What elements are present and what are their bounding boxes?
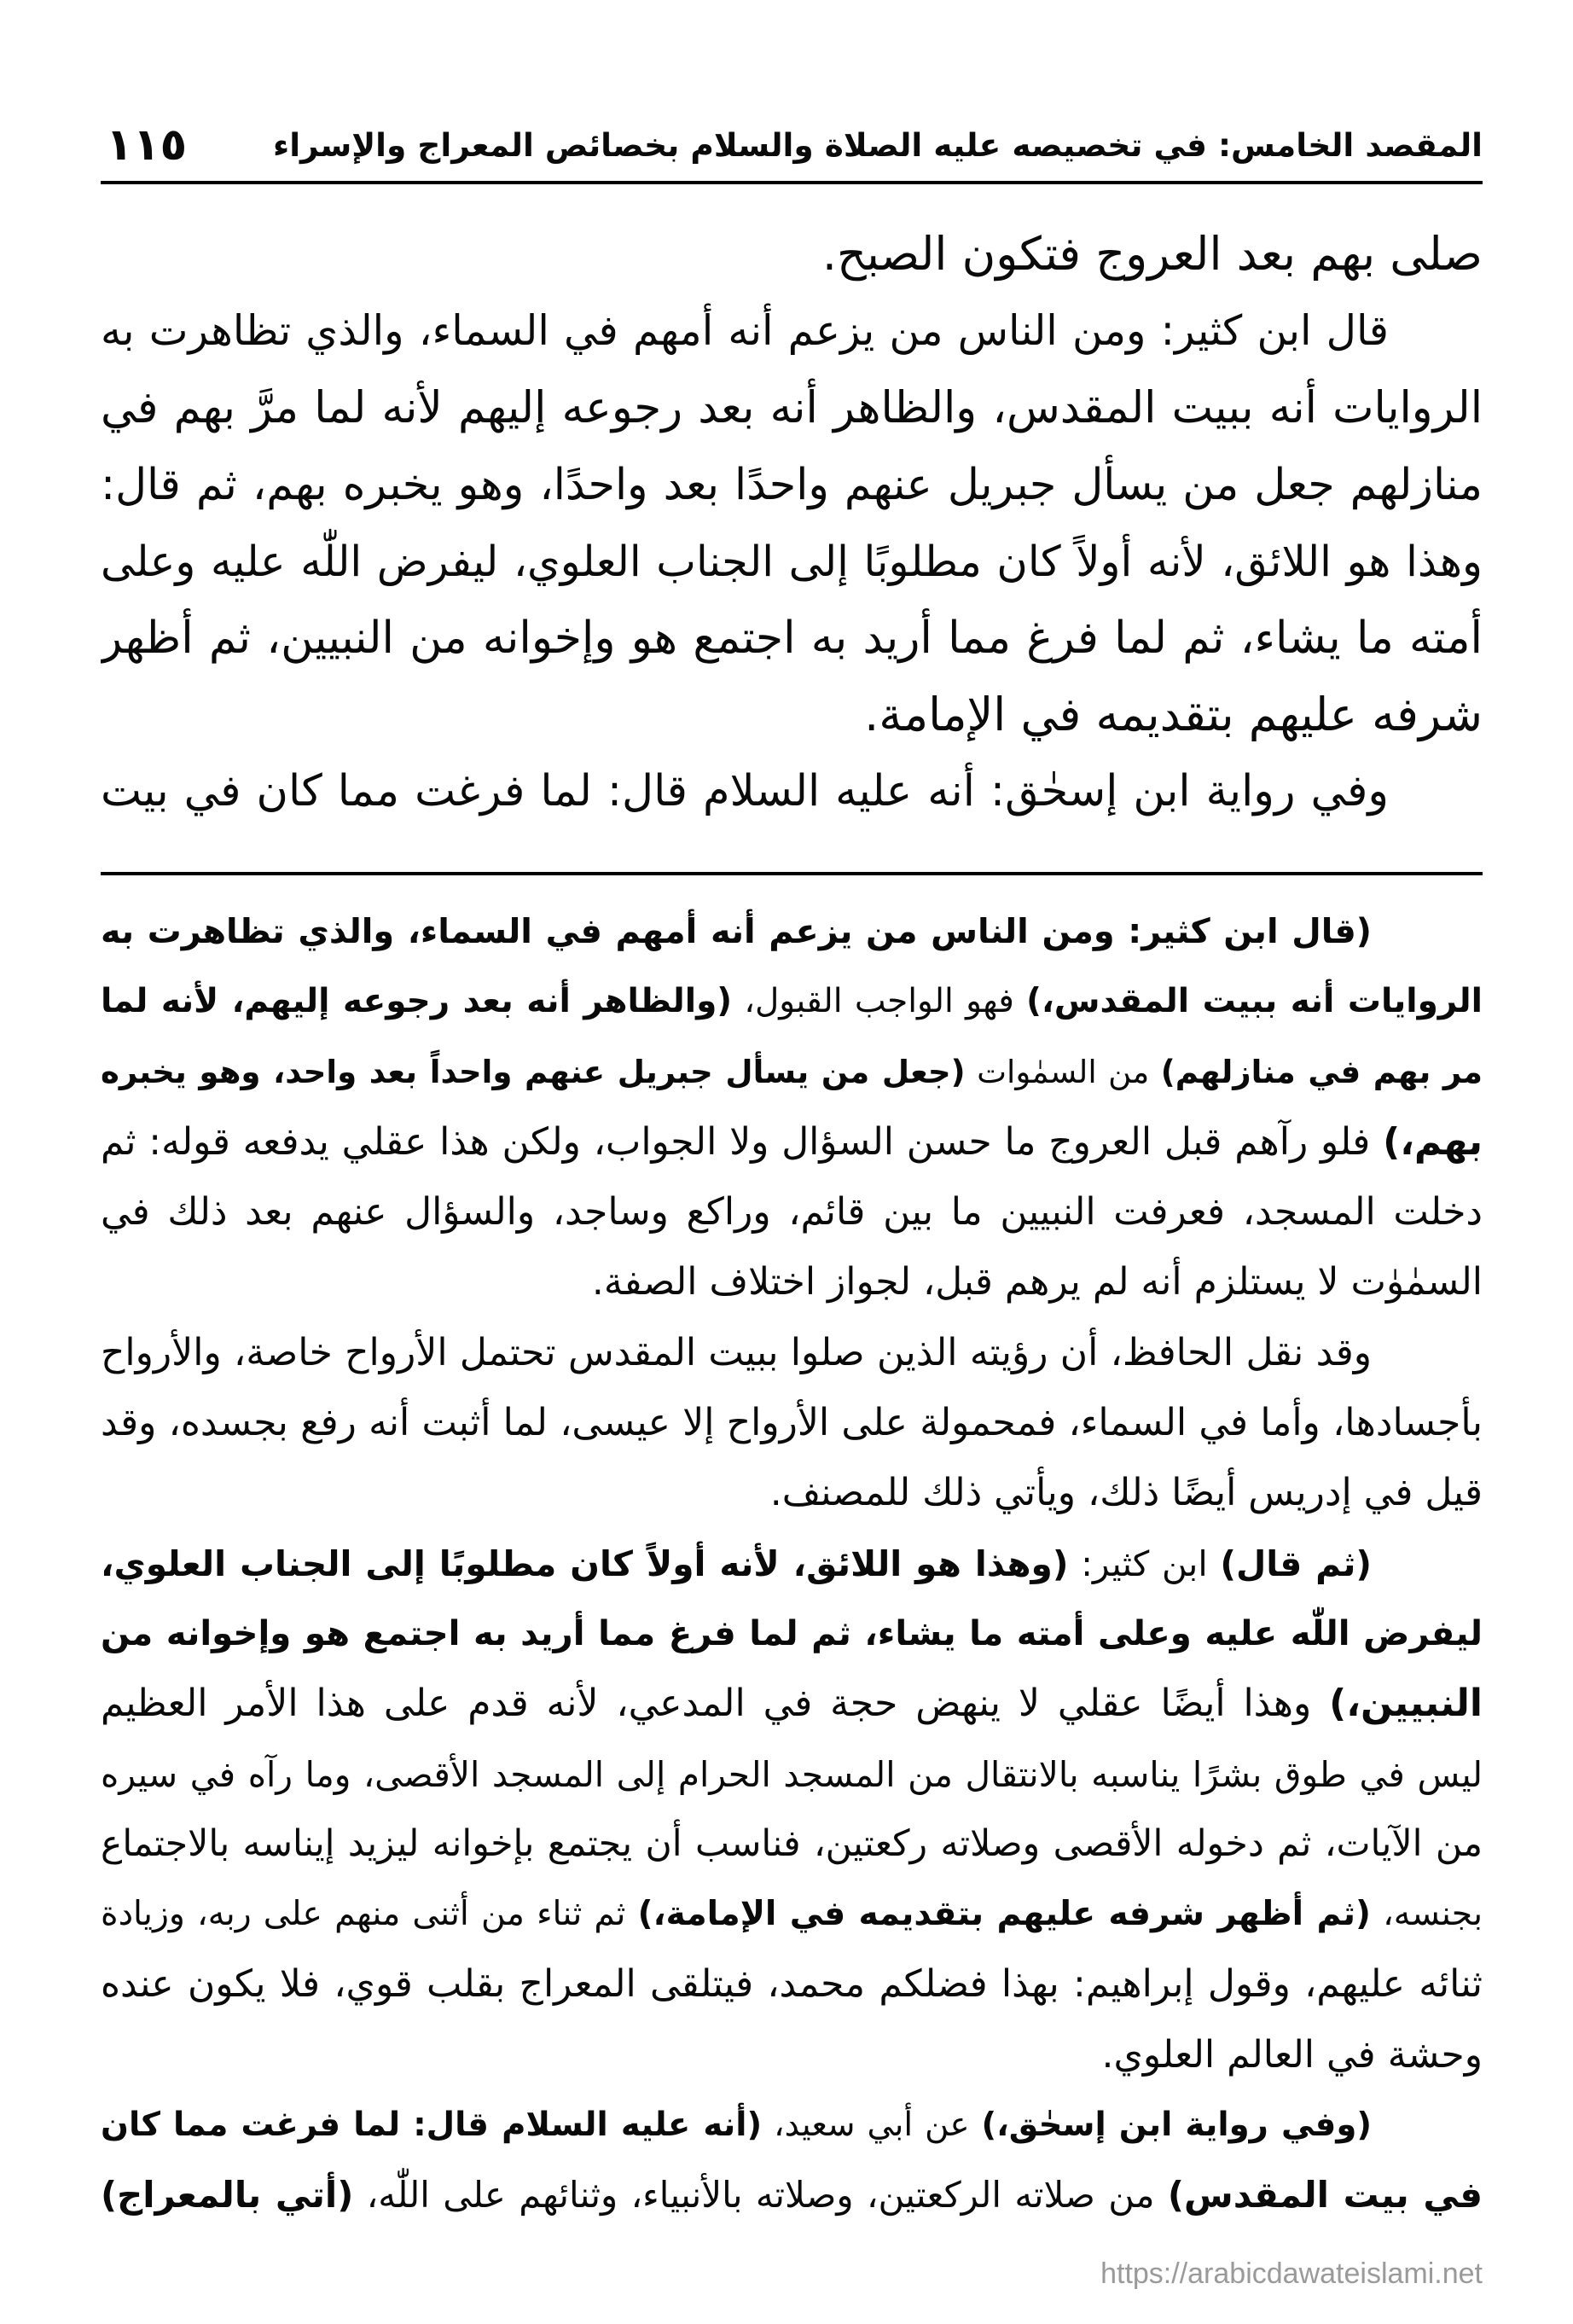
text-line: صلى بهم بعد العروج فتكون الصبح.	[821, 227, 1483, 281]
text-line	[101, 1669, 1483, 1739]
text-run: من الآيات، ثم دخوله الأقصى وصلاته ركعتين، فناسب أن يجتمع بإخوانه ليزيد إيناسه بالاجتماع	[101, 1822, 1483, 1865]
text-run: وهذا أيضًا عقلي لا ينهض حجة في المدعي، لأنه قدم على هذا الأمر العظيم	[101, 1682, 1312, 1726]
text-line	[101, 1529, 1483, 1599]
text-line	[101, 967, 1483, 1037]
text-line	[101, 2090, 1483, 2160]
commentary-paragraph	[101, 1529, 1483, 2090]
quoted-text-run: (ثم أظهر شرفه عليهم بتقديمه في الإمامة،)	[637, 1895, 1371, 1934]
commentary-paragraph	[101, 2090, 1483, 2231]
quoted-text-run: مر بهم في منازلهم)	[1160, 1053, 1483, 1090]
quoted-text-run: (جعل من يسأل جبريل عنهم واحداً بعد واحد، وهو يخبره	[101, 1053, 966, 1090]
page-number: ١١٥	[106, 119, 188, 171]
text-run: فهو الواجب القبول،	[732, 982, 1027, 1021]
text-line: أمته ما يشاء، ثم لما فرغ مما أريد به اجتمع هو وإخوانه من النبيين، ثم أظهر	[101, 613, 1483, 664]
text-run: بأجسادها، وأما في السماء، فمحمولة على الأرواح إلا عيسى، لما أثبت أنه رفع بجسده، وقد	[101, 1401, 1483, 1445]
text-run: فلو رآهم قبل العروج ما حسن السؤال ولا الجواب، ولكن هذا عقلي يدفعه قوله: ثم	[101, 1119, 1384, 1164]
text-line	[101, 1880, 1483, 1949]
main-text-block	[101, 216, 1483, 830]
text-run: ابن كثير:	[1068, 1543, 1221, 1584]
header-title: المقصد الخامس: في تخصيصه عليه الصلاة والسلام بخصائص المعراج والإسراء	[273, 126, 1483, 164]
text-line: شرفه عليهم بتقديمه في الإمامة.	[864, 688, 1483, 741]
text-run: وقد نقل الحافظ، أن رؤيته الذين صلوا ببيت المقدس تحتمل الأرواح خاصة، والأرواح	[101, 1330, 1372, 1374]
commentary-paragraph	[101, 897, 1483, 1318]
text-line	[101, 2160, 1483, 2230]
quoted-text-run: (وهذا هو اللائق، لأنه أولاً كان مطلوبًا إلى الجناب العلوي،	[101, 1543, 1069, 1584]
text-run: ثم ثناء من أثنى منهم على ربه، وزيادة	[101, 1895, 638, 1934]
quoted-text-run: (أتي بالمعراج)	[101, 2174, 354, 2217]
main-paragraph	[101, 753, 1483, 830]
text-line: قال ابن كثير: ومن الناس من يزعم أنه أمهم في السماء، والذي تظاهرت به	[101, 307, 1389, 355]
main-paragraph	[101, 216, 1483, 293]
text-line	[101, 1247, 1483, 1317]
text-line	[101, 1740, 1483, 1810]
text-line	[101, 897, 1483, 967]
text-line: منازلهم جعل من يسأل جبريل عنهم واحدًا بعد واحدًا، وهو يخبره بهم، ثم قال:	[101, 459, 1483, 509]
text-line	[101, 1037, 1483, 1107]
commentary-paragraph	[101, 1318, 1483, 1529]
text-line	[101, 1458, 1483, 1528]
watermark-url: https://arabicdawateislami.net	[1100, 2257, 1483, 2290]
text-run: دخلت المسجد، فعرفت النبيين ما بين قائم، وراكع وساجد، والسؤال عنهم بعد ذلك في	[101, 1190, 1483, 1235]
quoted-text-run: النبيين،)	[1329, 1682, 1483, 1726]
text-line	[101, 2020, 1483, 2090]
text-run: من صلاته الركعتين، وصلاته بالأنبياء، وثنائهم على اللّٰه،	[353, 2174, 1168, 2217]
text-run: وحشة في العالم العلوي.	[1101, 2032, 1483, 2077]
text-line: وفي رواية ابن إسحٰق: أنه عليه السلام قال: لما فرغت مما كان في بيت	[101, 766, 1389, 816]
text-line	[101, 1318, 1483, 1388]
quoted-text-run: في بيت المقدس)	[1167, 2174, 1483, 2217]
text-run: بجنسه،	[1370, 1895, 1483, 1934]
quoted-text-run: بهم،)	[1383, 1119, 1483, 1164]
quoted-text-run: الروايات أنه ببيت المقدس،)	[1026, 982, 1483, 1021]
text-line	[101, 1949, 1483, 2019]
text-line: وهذا هو اللائق، لأنه أولاً كان مطلوبًا إلى الجناب العلوي، ليفرض اللّٰه عليه وعلى	[101, 537, 1483, 586]
main-paragraph	[101, 293, 1483, 753]
text-line	[101, 1107, 1483, 1177]
running-header	[101, 109, 1483, 184]
text-run: قيل في إدريس أيضًا ذلك، ويأتي ذلك للمصنف.	[769, 1471, 1483, 1515]
quoted-text-run: ليفرض اللّٰه عليه وعلى أمته ما يشاء، ثم لما فرغ مما أريد به اجتمع هو وإخوانه من	[101, 1612, 1483, 1653]
quoted-text-run: (وفي رواية ابن إسحٰق،)	[981, 2106, 1372, 2145]
footnote-separator-rule	[101, 872, 1483, 875]
text-run: عن أبي سعيد،	[762, 2106, 982, 2145]
text-line	[101, 1388, 1483, 1458]
text-line	[101, 1599, 1483, 1669]
text-run: السمٰوٰت لا يستلزم أنه لم يرهم قبل، لجواز اختلاف الصفة.	[591, 1260, 1483, 1304]
text-run: من السمٰوات	[965, 1053, 1161, 1090]
text-line	[101, 1810, 1483, 1880]
text-run: ليس في طوق بشرًا يناسبه بالانتقال من المسجد الحرام إلى المسجد الأقصى، وما رآه في سيره	[101, 1753, 1483, 1795]
quoted-text-run: (والظاهر أنه بعد رجوعه إليهم، لأنه لما	[101, 982, 733, 1021]
quoted-text-run: (ثم قال)	[1220, 1543, 1372, 1584]
quoted-text-run: (قال ابن كثير: ومن الناس من يزعم أنه أمهم في السماء، والذي تظاهرت به	[101, 912, 1372, 951]
text-line: الروايات أنه ببيت المقدس، والظاهر أنه بعد رجوعه إليهم لأنه لما مرَّ بهم في	[101, 382, 1483, 433]
text-run: ثنائه عليهم، وقول إبراهيم: بهذا فضلكم محمد، فيتلقى المعراج بقلب قوي، فلا يكون عنده	[101, 1962, 1483, 2007]
commentary-block	[101, 897, 1483, 2231]
text-line	[101, 1177, 1483, 1247]
quoted-text-run: (أنه عليه السلام قال: لما فرغت مما كان	[101, 2106, 763, 2145]
